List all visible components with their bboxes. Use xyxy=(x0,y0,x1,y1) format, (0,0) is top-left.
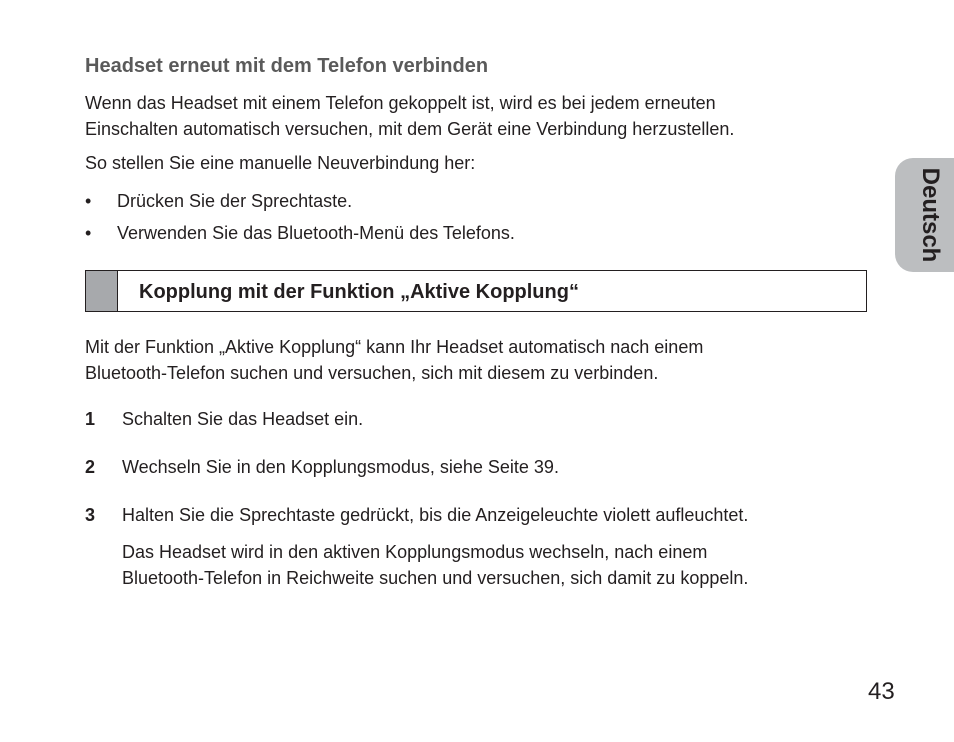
section-heading-box xyxy=(85,270,867,312)
intro-line-2: Einschalten automatisch versuchen, mit dem Gerät eine Verbindung herzustellen. xyxy=(85,119,735,139)
step-text: Wechseln Sie in den Kopplungsmodus, siehe Seite 39. xyxy=(122,457,559,477)
bullet-marker: • xyxy=(85,191,92,211)
step3-note xyxy=(122,539,748,591)
intro-line-1: Wenn das Headset mit einem Telefon gekoppelt ist, wird es bei jedem erneuten xyxy=(85,93,716,113)
step3-note-line-2: Bluetooth-Telefon in Reichweite suchen und versuchen, sich damit zu koppeln. xyxy=(122,568,749,588)
step-number: 2 xyxy=(85,457,96,477)
step3-note-line-1: Das Headset wird in den aktiven Kopplungsmodus wechseln, nach einem xyxy=(122,542,708,562)
language-tab-label: Deutsch xyxy=(917,167,944,263)
bullet-marker: • xyxy=(85,223,92,243)
section-title: Kopplung mit der Funktion „Aktive Kopplung“ xyxy=(139,281,579,303)
section-intro-line-1: Mit der Funktion „Aktive Kopplung“ kann Ihr Headset automatisch nach einem xyxy=(85,337,704,357)
section-intro-paragraph xyxy=(85,334,703,386)
section-intro-line-2: Bluetooth-Telefon suchen und versuchen, sich mit diesem zu verbinden. xyxy=(85,363,659,383)
step-number: 1 xyxy=(85,409,96,429)
bullet-text: Verwenden Sie das Bluetooth-Menü des Telefons. xyxy=(117,223,515,243)
step-text: Schalten Sie das Headset ein. xyxy=(122,409,364,429)
step-number: 3 xyxy=(85,505,96,525)
intro-paragraph xyxy=(85,90,734,142)
language-tab xyxy=(895,158,954,272)
manual-intro: So stellen Sie eine manuelle Neuverbindung her: xyxy=(85,153,476,173)
bullet-text: Drücken Sie der Sprechtaste. xyxy=(117,191,353,211)
step-text: Halten Sie die Sprechtaste gedrückt, bis die Anzeigeleuchte violett aufleuchtet. xyxy=(122,505,749,525)
section-marker xyxy=(86,271,118,311)
page-number: 43 xyxy=(868,678,895,705)
subheading: Headset erneut mit dem Telefon verbinden xyxy=(85,55,489,77)
